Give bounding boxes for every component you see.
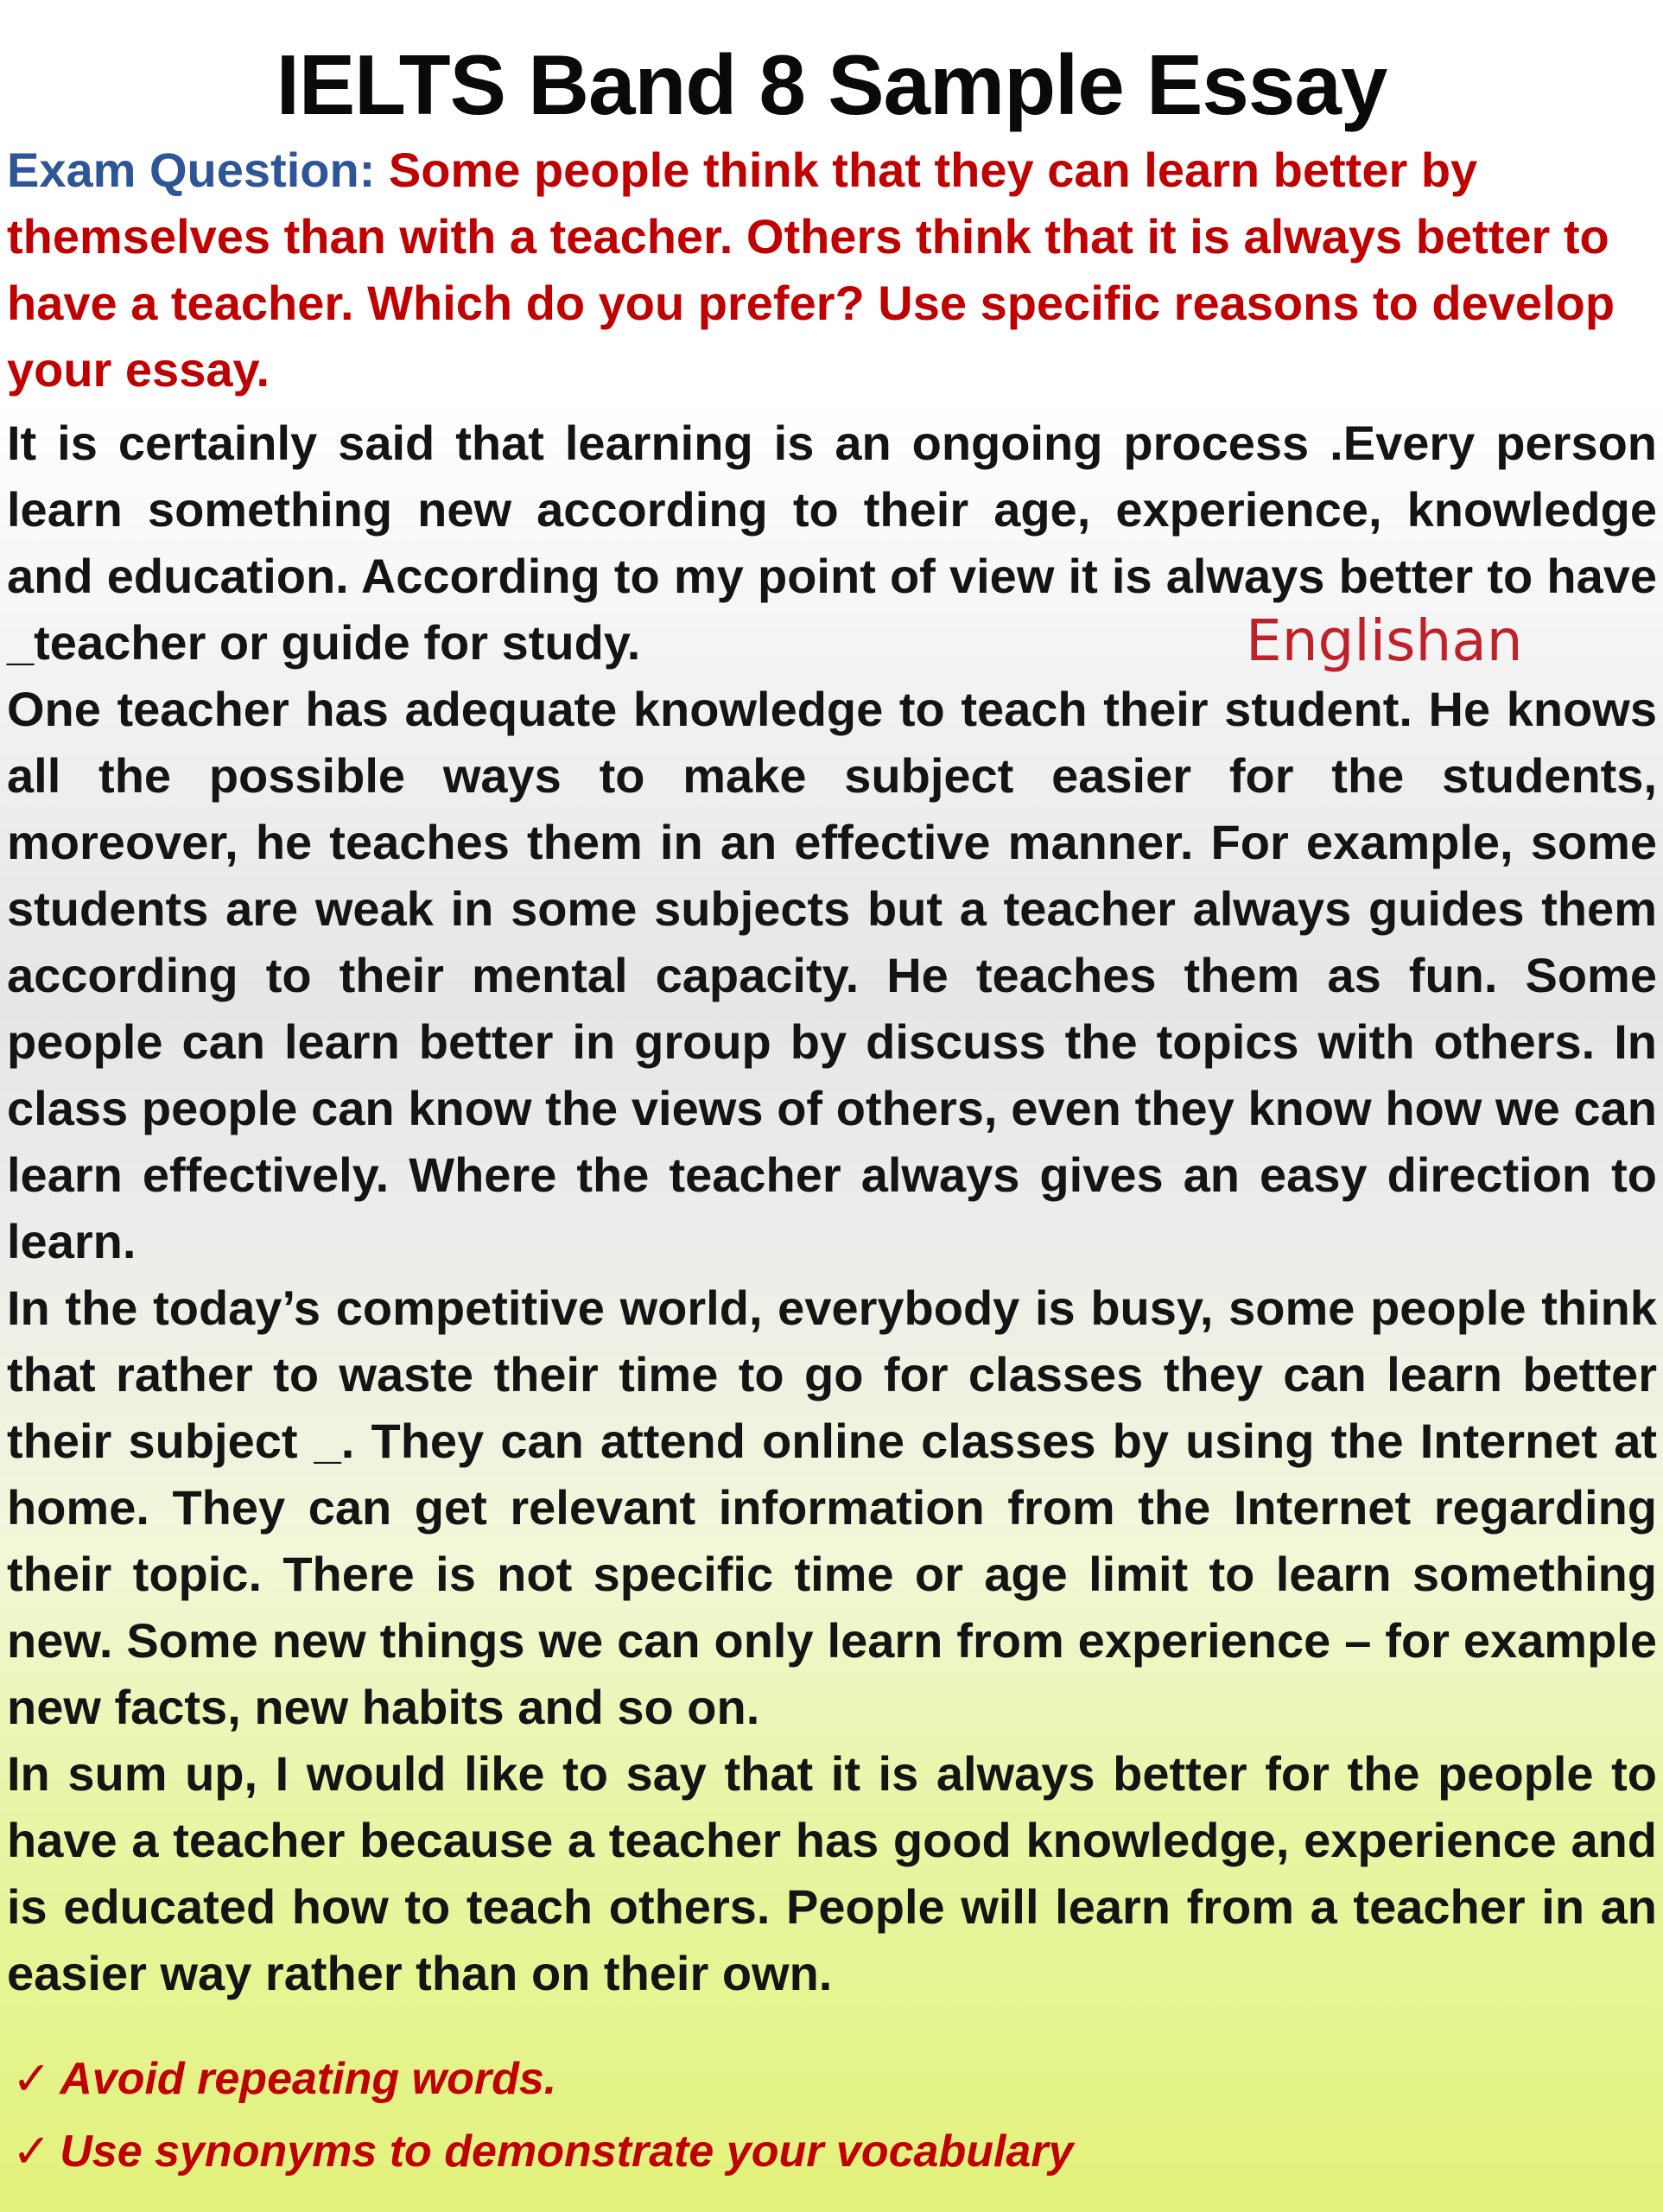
exam-question (7, 137, 1653, 403)
tip-item (12, 2043, 1222, 2115)
englishan-logo-graphic (1242, 605, 1527, 683)
essay-paragraph-body-2: In the today’s competitive world, everybody is busy, some people think that rather to waste their time to go for classes they can learn better their subject _. They can attend online classes by using the Internet at home. They can get relevant information from the Internet regarding their topic. There is not specific time or age limit to learn something new. Some new things we can only learn from experience – for example new facts, new habits and so on. (7, 1281, 1657, 1734)
englishan-logo (1242, 605, 1527, 683)
page-title: IELTS Band 8 Sample Essay (276, 37, 1387, 132)
tips-list (12, 2043, 1222, 2188)
exam-question-text: Some people think that they can learn better by themselves than with a teacher. Others think that it is always better to have a teacher. Which do you prefer? Use specific reasons to develop your essay. (7, 143, 1615, 397)
tip-text: Avoid repeating words. (60, 2054, 557, 2104)
essay-paragraph-intro: It is certainly said that learning is an ongoing process .Every person learn something new according to their age, experience, knowledge and education. According to my point of view it is always better to have _teacher or guide for study. (7, 416, 1657, 670)
tip-text: Use synonyms to demonstrate your vocabulary (60, 2126, 1074, 2177)
essay-paragraph-body-1: One teacher has adequate knowledge to teach their student. He knows all the possible ways to make subject easier for the students, moreover, he teaches them in an effective manner. For example, some students are weak in some subjects but a teacher always guides them according to their mental capacity. He teaches them as fun. Some people can learn better in group by discuss the topics with others. In class people can know the views of others, even they know how we can learn effectively. Where the teacher always gives an easy direction to learn. (7, 682, 1657, 1268)
tip-item (12, 2115, 1222, 2188)
check-icon: ✓ (12, 2126, 52, 2177)
englishan-logo-text: Englishan (1246, 607, 1523, 674)
check-icon: ✓ (12, 2053, 52, 2105)
exam-question-label: Exam Question: (7, 143, 376, 197)
essay-paragraph-conclusion: In sum up, I would like to say that it is always better for the people to have a teacher because a teacher has good knowledge, experience and is educated how to teach others. People will learn from a teacher in an easier way rather than on their own. (7, 1746, 1657, 2000)
